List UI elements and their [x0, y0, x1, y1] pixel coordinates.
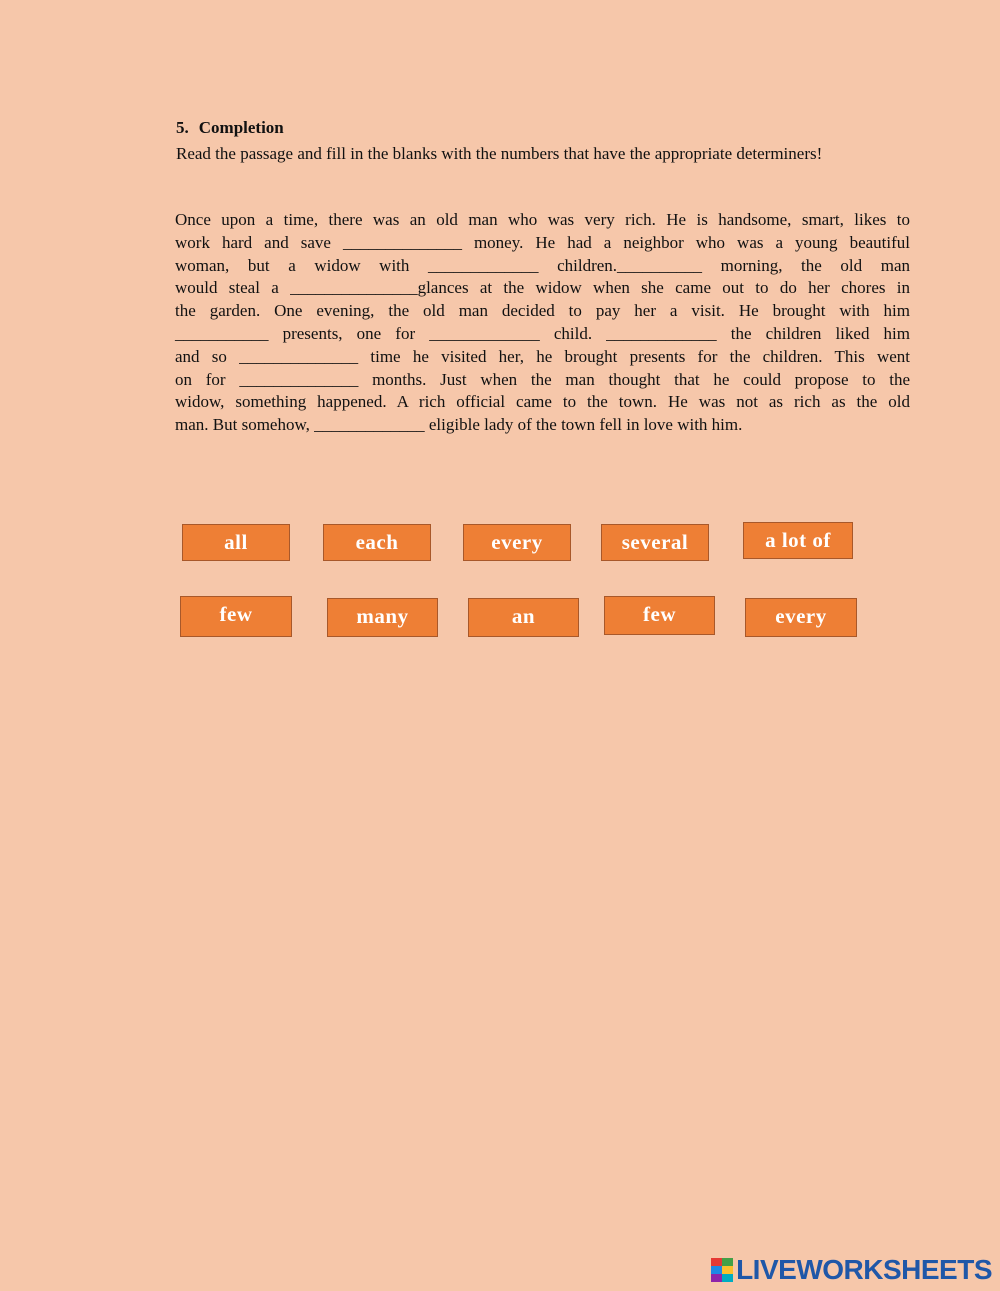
- passage-line-6: ___________ presents, one for _____________ child. _____________ the children liked him: [175, 323, 910, 343]
- exercise-heading: [176, 118, 284, 138]
- word-chip-all[interactable]: all: [182, 524, 290, 561]
- word-chip-many[interactable]: many: [327, 598, 438, 637]
- instructions: Read the passage and fill in the blanks with the numbers that have the appropriate determiners!: [176, 144, 823, 163]
- passage-line-8: on for ______________ months. Just when the man thought that he could propose to the: [175, 369, 910, 389]
- word-chip-several[interactable]: several: [601, 524, 709, 561]
- passage-line-5: the garden. One evening, the old man decided to pay her a visit. He brought with him: [175, 301, 910, 321]
- passage-line-3: woman, but a widow with _____________ children.__________ morning, the old man: [175, 255, 910, 275]
- word-chip-every-1[interactable]: every: [463, 524, 571, 561]
- brand-blocks-icon: [711, 1258, 733, 1282]
- passage-line-4: would steal a _______________glances at the widow when she came out to do her chores in: [175, 278, 910, 298]
- exercise-title: Completion: [198, 118, 284, 137]
- brand-name: LIVEWORKSHEETS: [736, 1254, 992, 1285]
- passage-line-2: work hard and save ______________ money. He had a neighbor who was a young beautiful: [175, 232, 910, 252]
- passage: [175, 209, 910, 437]
- word-chip-an[interactable]: an: [468, 598, 579, 637]
- passage-line-10: man. But somehow, _____________ eligible lady of the town fell in love with him.: [175, 415, 743, 435]
- passage-line-1: Once upon a time, there was an old man who was very rich. He is handsome, smart, likes to: [175, 210, 910, 229]
- word-chip-a-lot-of[interactable]: a lot of: [743, 522, 853, 559]
- word-chip-few-2[interactable]: few: [604, 596, 715, 635]
- word-chip-each[interactable]: each: [323, 524, 431, 561]
- passage-line-7: and so ______________ time he visited her, he brought presents for the children. This went: [175, 346, 910, 366]
- liveworksheets-logo: [711, 1255, 992, 1285]
- passage-line-9: widow, something happened. A rich official came to the town. He was not as rich as the old: [175, 392, 910, 412]
- word-chip-every-2[interactable]: every: [745, 598, 857, 637]
- exercise-number: 5.: [176, 118, 189, 137]
- word-chip-few-1[interactable]: few: [180, 596, 292, 637]
